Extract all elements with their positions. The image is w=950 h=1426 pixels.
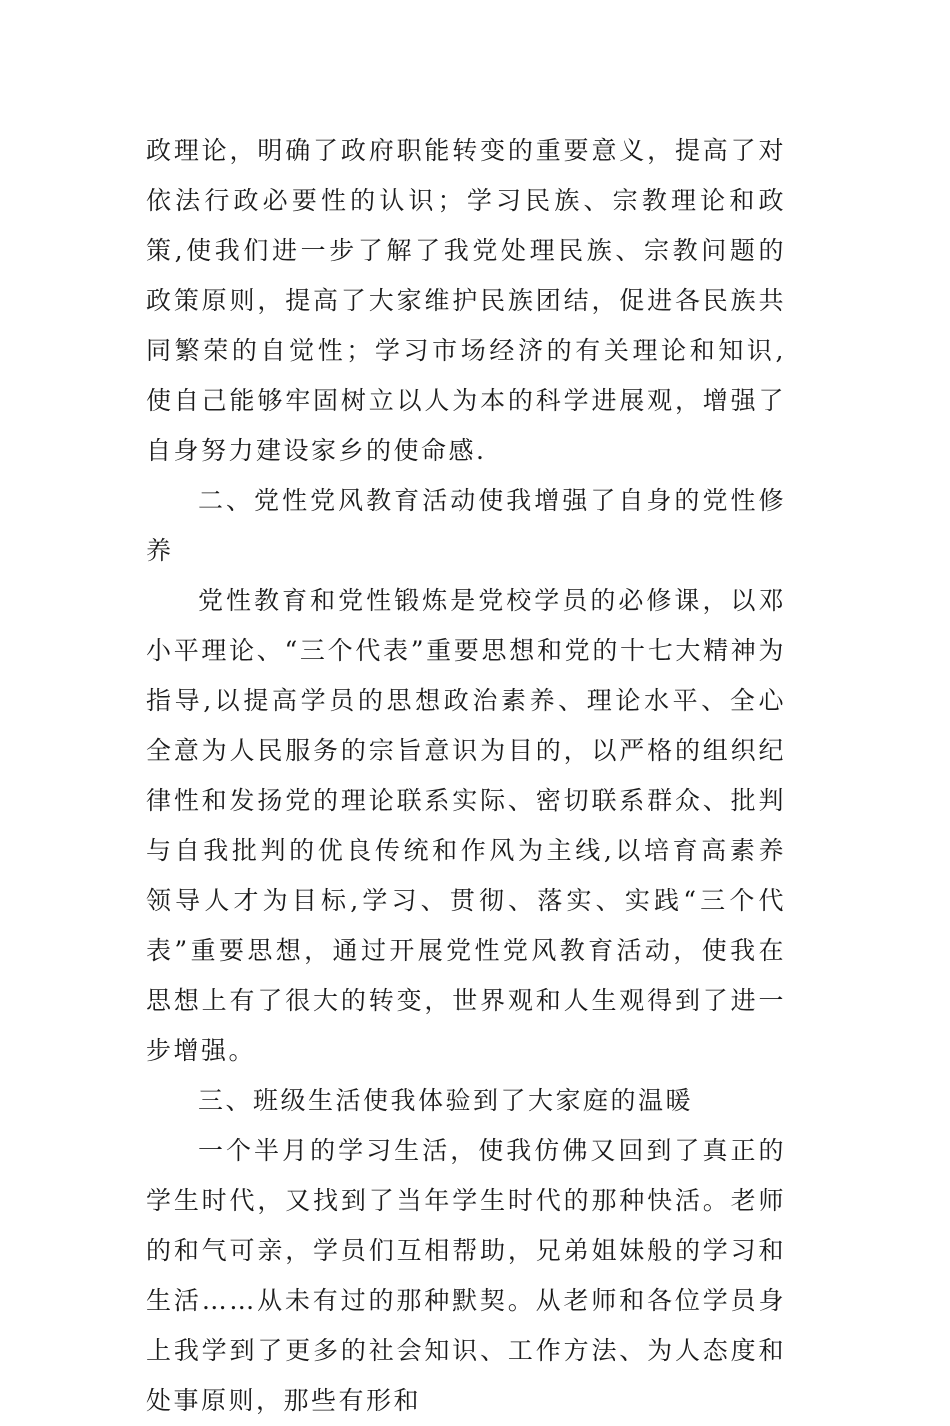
paragraph-party-spirit: 党性教育和党性锻炼是党校学员的必修课，以邓小平理论、“三个代表”重要思想和党的十七大精神为指导,以提高学员的思想政治素养、理论水平、全心全意为人民服务的宗旨意识为目的，以严格的组织纪律性和发扬党的理论联系实际、密切联系群众、批判与自我批判的优良传统和作风为主线,以培育高素养领导人才为目标,学习、贯彻、落实、实践“三个代表”重要思想，通过开展党性党风教育活动，使我在思想上有了很大的转变，世界观和人生观得到了进一步增强。 (146, 586, 786, 1065)
document-page (146, 126, 786, 1426)
paragraph-class-life: 一个半月的学习生活，使我仿佛又回到了真正的学生时代，又找到了当年学生时代的那种快活。老师的和气可亲，学员们互相帮助，兄弟姐妹般的学习和生活……从未有过的那种默契。从老师和各位学员身上我学到了更多的社会知识、工作方法、为人态度和处事原则，那些有形和 (146, 1136, 786, 1415)
section-heading-party-spirit: 二、党性党风教育活动使我增强了自身的党性修养 (146, 486, 786, 565)
section-heading-class-life: 三、班级生活使我体验到了大家庭的温暖 (198, 1086, 694, 1115)
paragraph-intro-continued: 政理论，明确了政府职能转变的重要意义，提高了对依法行政必要性的认识；学习民族、宗教理论和政策,使我们进一步了解了我党处理民族、宗教问题的政策原则，提高了大家维护民族团结，促进各民族共同繁荣的自觉性；学习市场经济的有关理论和知识,使自己能够牢固树立以人为本的科学进展观，增强了自身努力建设家乡的使命感. (146, 136, 786, 465)
